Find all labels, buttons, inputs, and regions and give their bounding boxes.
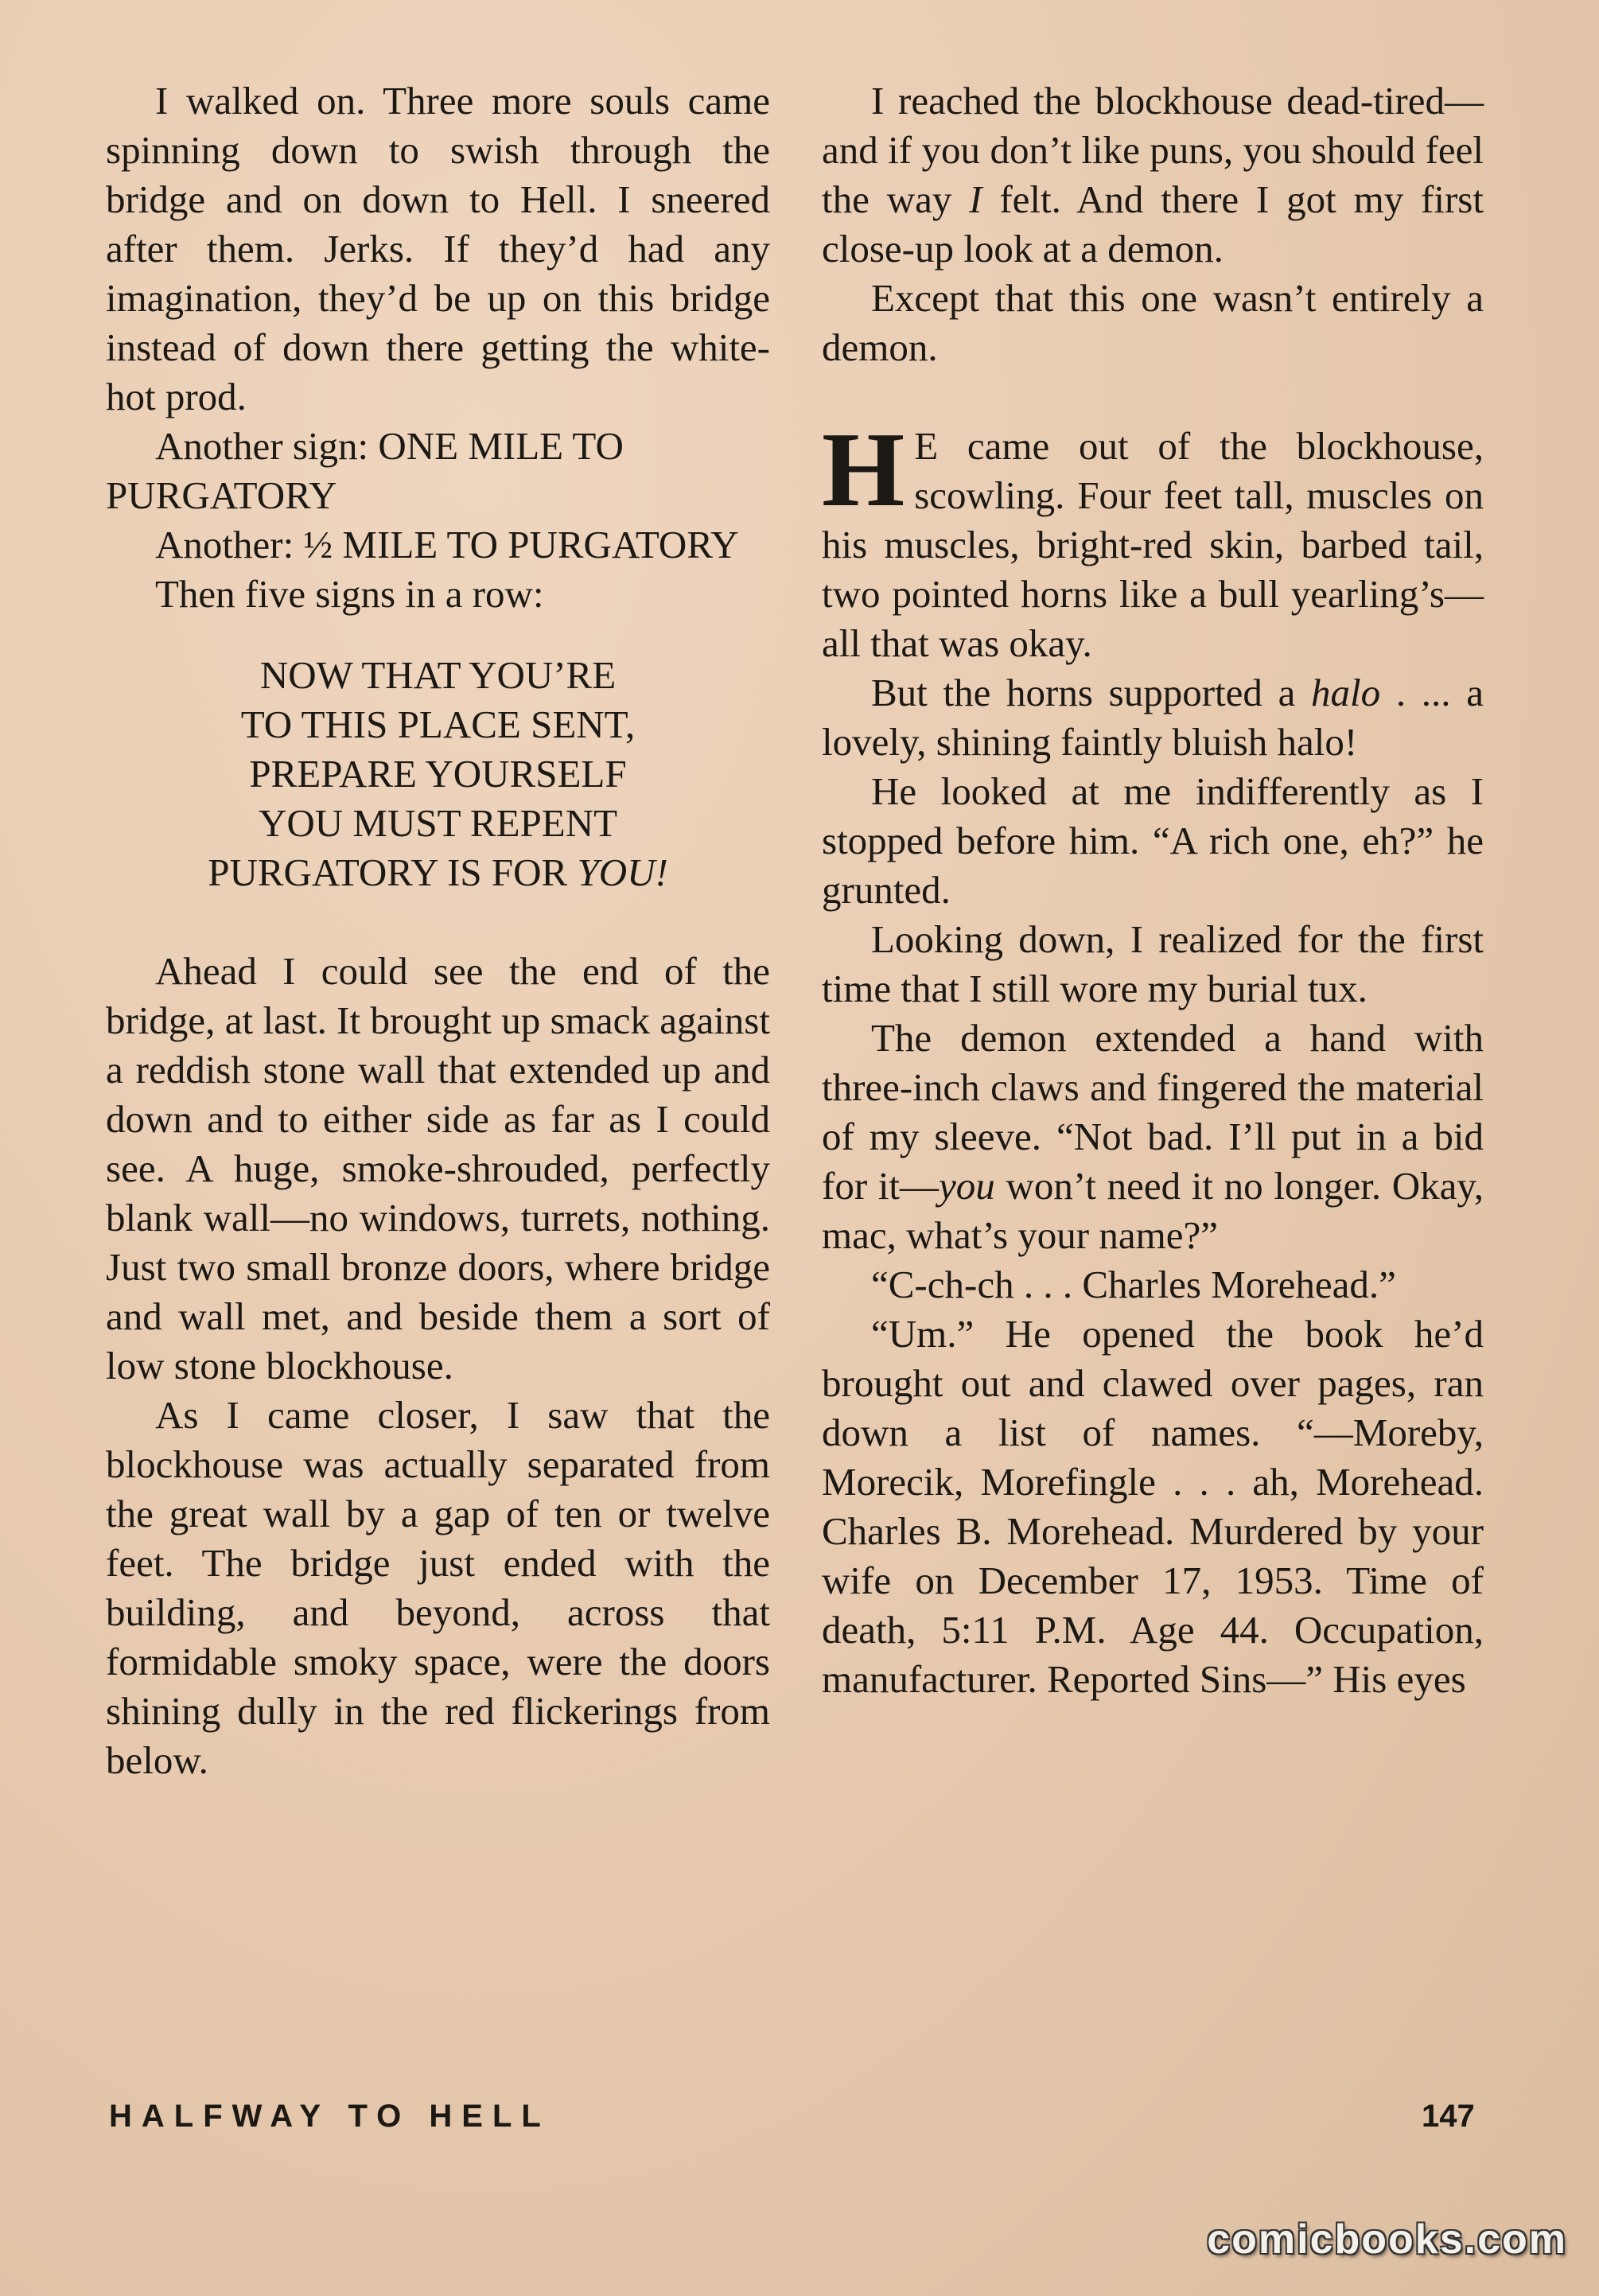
paragraph [822,1014,1484,1260]
sign-verse [106,651,770,897]
verse-text: PURGATORY IS FOR [208,850,578,894]
verse-emphasis: YOU! [577,850,668,894]
paragraph: Then five signs in a row: [155,572,544,616]
text-run: But the horns supported a [871,671,1312,714]
left-column [106,76,770,1785]
paragraph: As I came closer, I saw that the blockhouse was actually separated from the great wall by a gap of ten or twelve feet. The bridge just ended with the building, and beyond, across that formidable smoky space, were the doors shining dully in the red flickerings from below. [106,1393,770,1782]
text-run: The demon extended a hand with three-inch claws and fingered the material of my sleeve. “Not bad. I’ll put in a bid for it— [822,1016,1484,1208]
text-run: E came out of the blockhouse, scowling. Four feet tall, muscles on his muscles, bright-red skin, barbed tail, two pointed horns like a bull yearling’s—all that was okay. [822,424,1484,665]
verse-line: PREPARE YOURSELF [249,752,627,796]
text-run: I reached the blockhouse dead-tired—and if you don’t like puns, you should feel the way [822,79,1484,221]
emphasis: halo [1311,671,1381,714]
paragraph: “Um.” He opened the book he’d brought out and clawed over pages, ran down a list of names. “—Moreby, Morecik, Morefingle . . . ah, Morehead. Charles B. Morehead. Murdered by your wife on December 17, 1953. Time of death, 5:11 P.M. Age 44. Occupation, manufacturer. Reported Sins—” His eyes [822,1312,1484,1701]
text-run: felt. And there I got my first close-up look at a demon. [822,177,1484,270]
paragraph: Another: ½ MILE TO PURGATORY [155,523,739,566]
paragraph-dropcap [822,411,1484,668]
verse-line-last [106,848,770,897]
paragraph: Looking down, I realized for the first time that I still wore my burial tux. [822,917,1484,1010]
paragraph: Ahead I could see the end of the bridge, at last. It brought up smack against a reddish stone wall that extended up and down and to either side as far as I could see. A huge, smoke-shrouded, perfectly blank wall—no windows, turrets, nothing. Just two small bronze doors, where bridge and wall met, and beside them a sort of low stone blockhouse. [106,949,770,1387]
text-run: won’t need it no longer. Okay, mac, what’s your name?” [822,1164,1484,1257]
verse-line: TO THIS PLACE SENT, [240,702,636,746]
emphasis: I [969,177,982,221]
text-run: . ... a lovely, shining faintly bluish halo! [822,671,1484,764]
watermark: comicbooks.com [1207,2216,1567,2263]
paragraph [822,76,1484,274]
right-column [822,76,1484,1704]
paragraph [822,668,1484,767]
verse-line: YOU MUST REPENT [258,801,618,845]
verse-line: NOW THAT YOU’RE [259,653,617,697]
page-number: 147 [1422,2099,1475,2134]
section-break [822,372,1484,422]
paragraph: He looked at me indifferently as I stopped before him. “A rich one, eh?” he grunted. [822,769,1484,912]
drop-cap: H [822,411,905,528]
emphasis: you [939,1164,995,1208]
paragraph: I walked on. Three more souls came spinning down to swish through the bridge and on down to Hell. I sneered after them. Jerks. If they’d had any imagination, they’d be up on this bridge instead of down there getting the white-hot prod. [106,79,770,418]
paragraph: Another sign: ONE MILE TO PURGATORY [106,424,624,517]
paragraph: “C-ch-ch . . . Charles Morehead.” [871,1263,1396,1306]
running-footer-title: HALFWAY TO HELL [109,2099,551,2134]
paragraph: Except that this one wasn’t entirely a demon. [822,276,1484,369]
